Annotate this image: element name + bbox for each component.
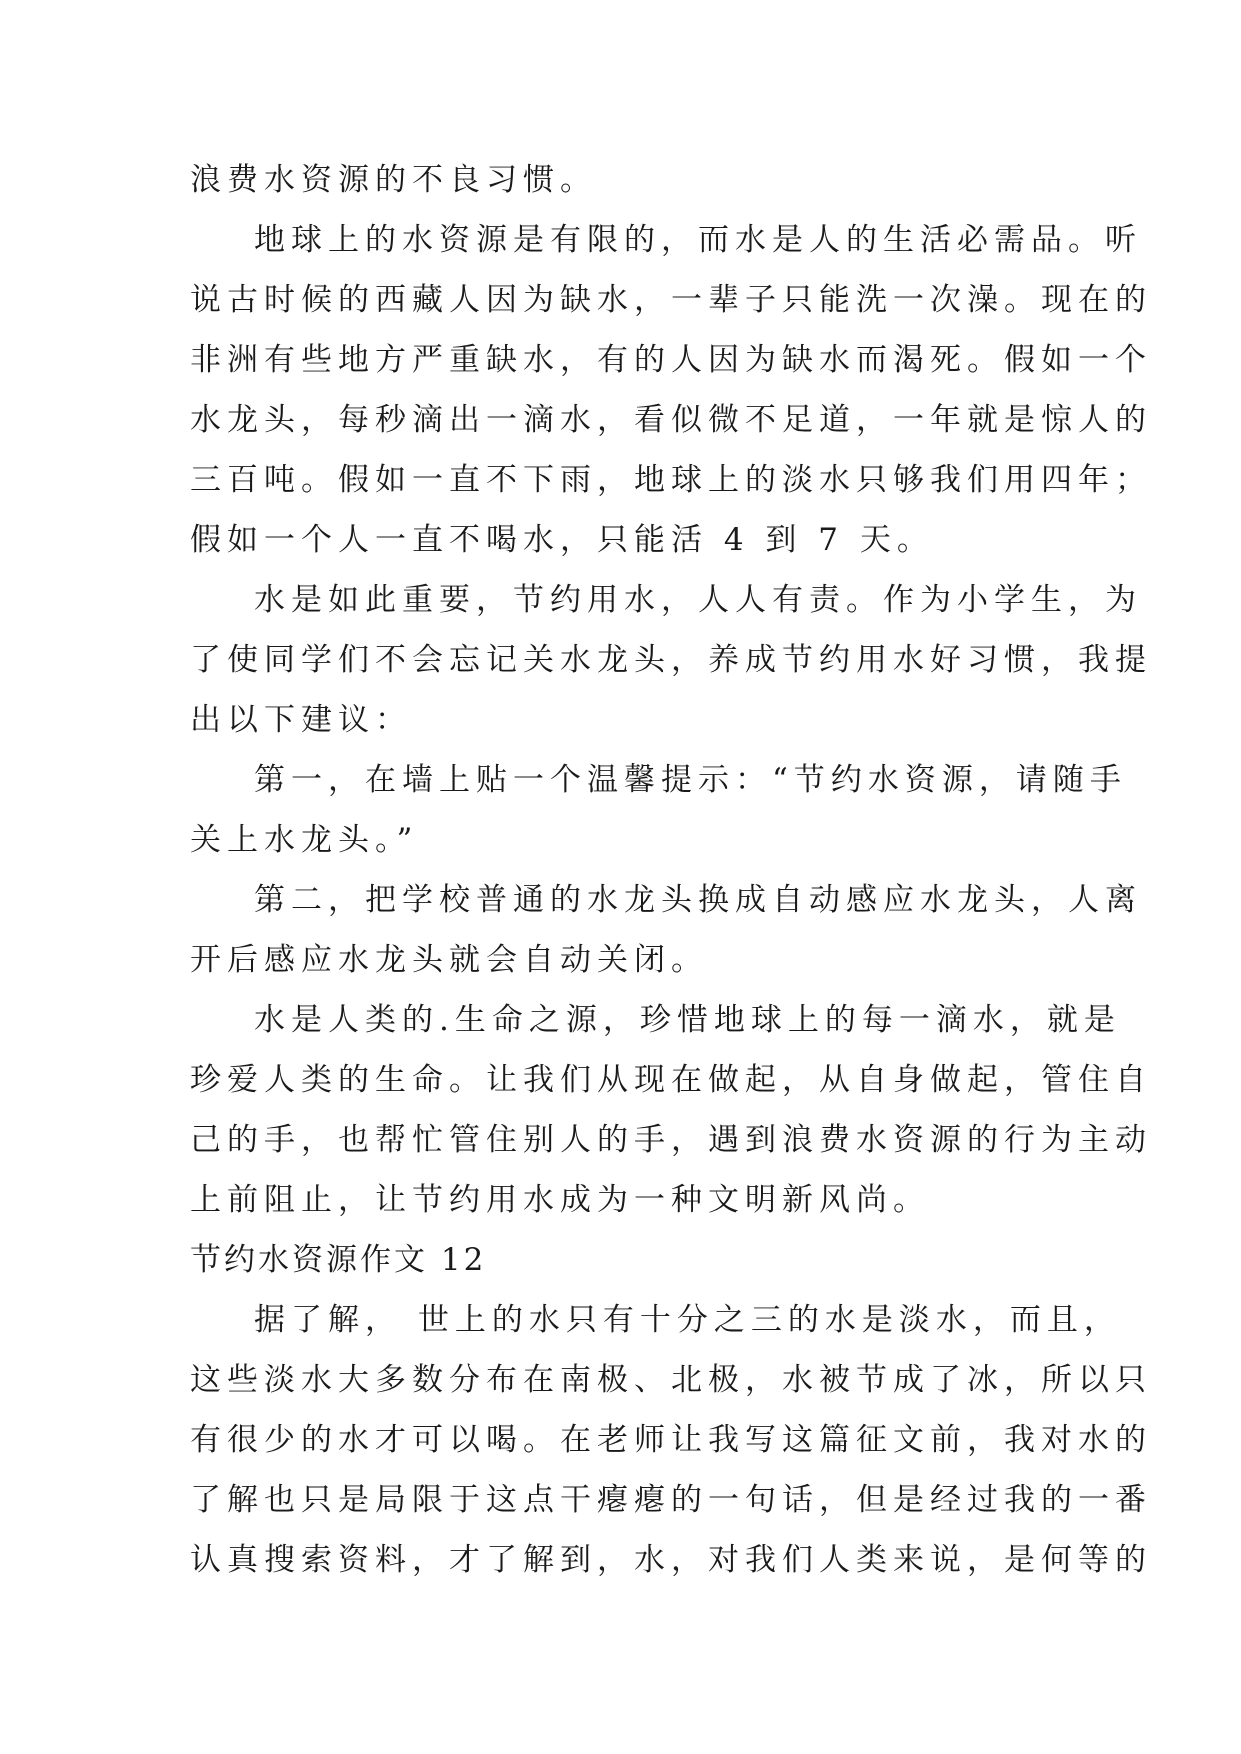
text-line: 地球上的水资源是有限的，而水是人的生活必需品。听 xyxy=(254,222,1142,258)
section-title: 节约水资源作文 12 xyxy=(190,1242,487,1278)
paragraph xyxy=(190,750,1127,870)
text-line: 这些淡水大多数分布在南极、北极，水被节成了冰，所以只 xyxy=(190,1362,1152,1398)
paragraph xyxy=(190,1290,1152,1590)
text-line: 第二，把学校普通的水龙头换成自动感应水龙头，人离 xyxy=(254,882,1142,918)
text-line: 三百吨。假如一直不下雨，地球上的淡水只够我们用四年； xyxy=(190,462,1152,498)
text-line: 水龙头，每秒滴出一滴水，看似微不足道，一年就是惊人的 xyxy=(190,402,1152,438)
text-line: 了使同学们不会忘记关水龙头，养成节约用水好习惯，我提 xyxy=(190,642,1152,678)
text-line: 珍爱人类的生命。让我们从现在做起，从自身做起，管住自 xyxy=(190,1062,1152,1098)
document-page xyxy=(190,150,1152,1590)
text-line: 非洲有些地方严重缺水，有的人因为缺水而渴死。假如一个 xyxy=(190,342,1152,378)
text-line: 出以下建议： xyxy=(190,702,412,738)
text-line: 上前阻止，让节约用水成为一种文明新风尚。 xyxy=(190,1182,930,1218)
paragraph xyxy=(190,210,1152,570)
text-line: 浪费水资源的不良习惯。 xyxy=(190,162,597,198)
text-line: 关上水龙头。” xyxy=(190,822,419,858)
text-line: 水是如此重要，节约用水，人人有责。作为小学生，为 xyxy=(254,582,1142,618)
paragraph xyxy=(190,990,1152,1230)
paragraph xyxy=(190,570,1152,750)
text-line: 认真搜索资料，才了解到，水，对我们人类来说，是何等的 xyxy=(190,1542,1152,1578)
text-line: 假如一个人一直不喝水，只能活 4 到 7 天。 xyxy=(190,522,934,558)
text-line: 开后感应水龙头就会自动关闭。 xyxy=(190,942,708,978)
text-line: 了解也只是局限于这点干瘪瘪的一句话，但是经过我的一番 xyxy=(190,1482,1152,1518)
text-line: 水是人类的.生命之源，珍惜地球上的每一滴水，就是 xyxy=(254,1002,1121,1038)
text-line: 第一，在墙上贴一个温馨提示：“节约水资源，请随手 xyxy=(254,762,1127,798)
text-line: 有很少的水才可以喝。在老师让我写这篇征文前，我对水的 xyxy=(190,1422,1152,1458)
paragraph xyxy=(190,150,1050,210)
paragraph xyxy=(190,870,1142,990)
text-line: 己的手，也帮忙管住别人的手，遇到浪费水资源的行为主动 xyxy=(190,1122,1152,1158)
text-line: 据了解， 世上的水只有十分之三的水是淡水，而且， xyxy=(254,1302,1121,1338)
text-line: 说古时候的西藏人因为缺水，一辈子只能洗一次澡。现在的 xyxy=(190,282,1152,318)
